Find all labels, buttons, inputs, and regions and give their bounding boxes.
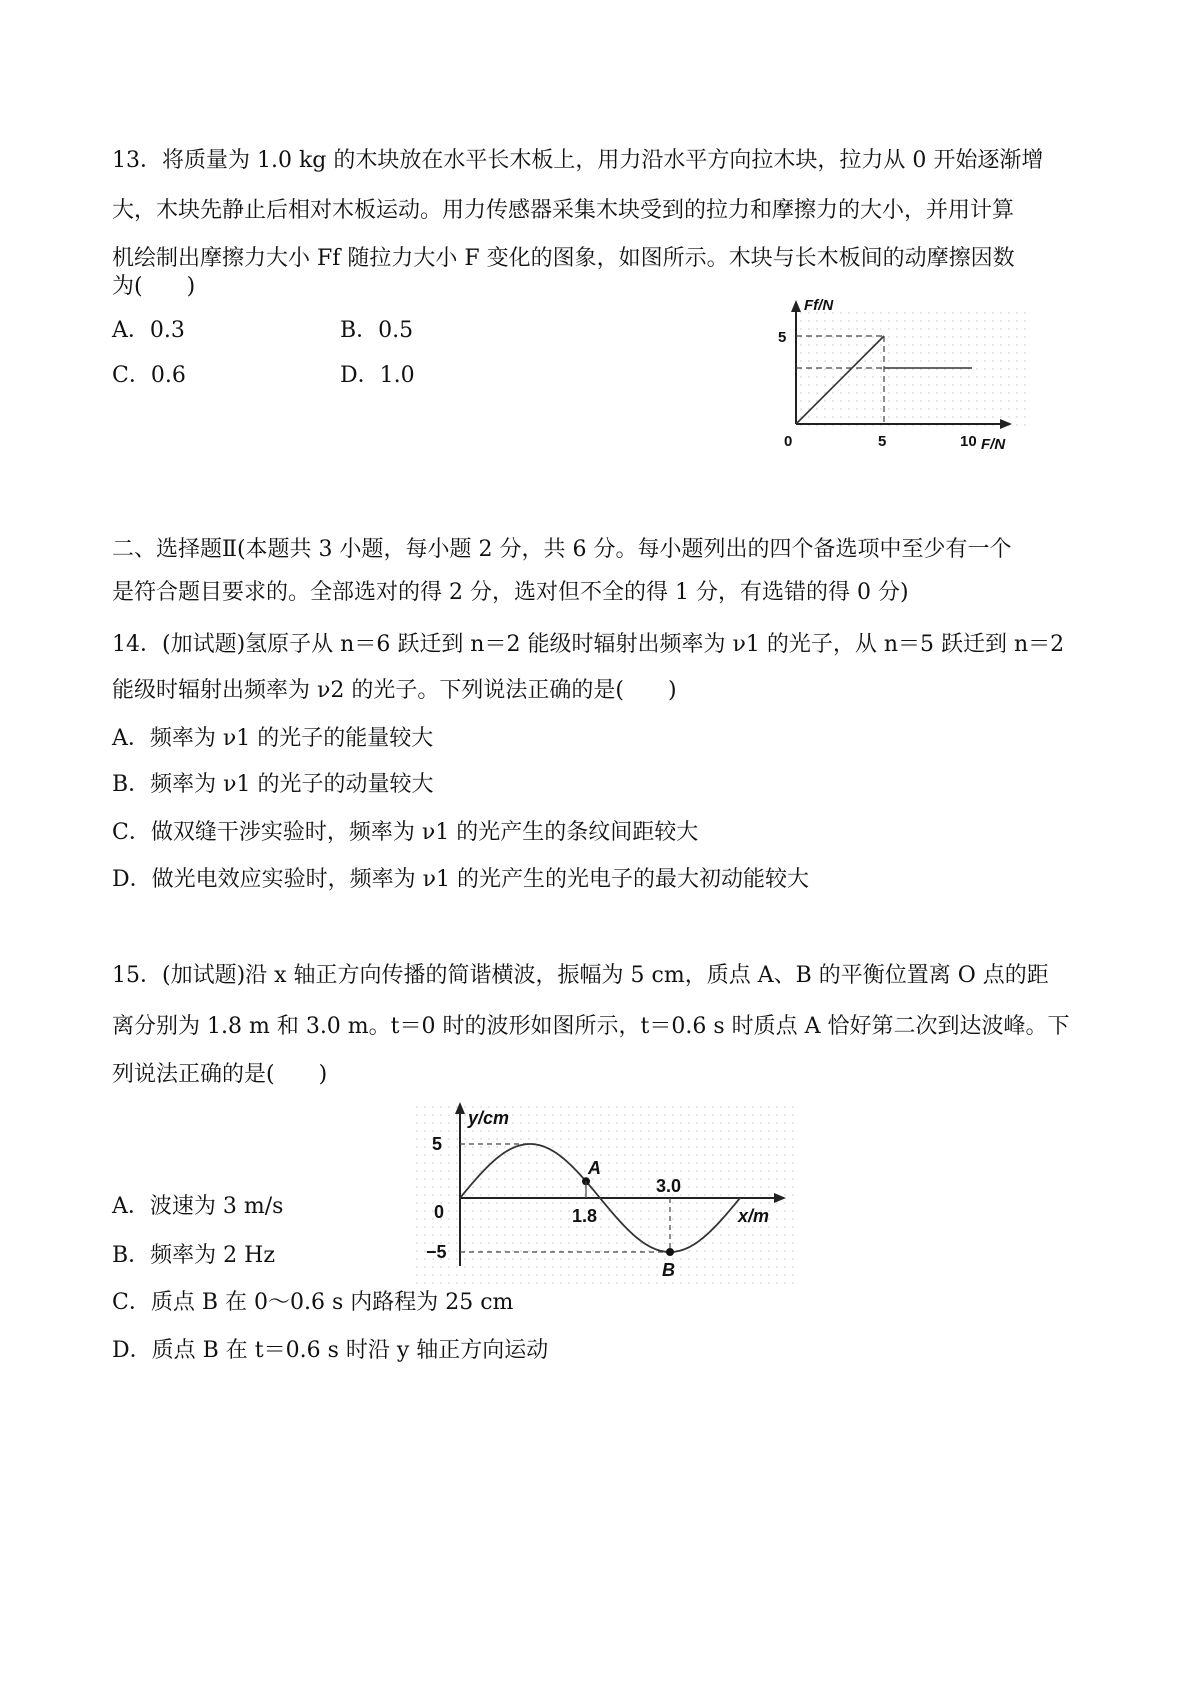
option-text: 0.5 — [378, 318, 414, 343]
q13-line-1: 13．将质量为 1.0 kg 的木块放在水平长木板上，用力沿水平方向拉木块，拉力从 0 开始逐渐增 — [112, 148, 1044, 173]
option-label: A． — [112, 1194, 150, 1219]
graph-background — [796, 310, 1026, 430]
point-b-marker — [666, 1248, 674, 1256]
option-label: C． — [112, 820, 151, 845]
option-label: B． — [112, 1243, 151, 1268]
option-label: D． — [340, 363, 380, 388]
section2-line-1: 二、选择题Ⅱ(本题共 3 小题，每小题 2 分，共 6 分。每小题列出的四个备选项中至少有一个 — [112, 537, 1012, 562]
q14-option-a — [112, 724, 433, 754]
y-axis-label: y/cm — [468, 1108, 510, 1128]
y-tick-neg-5: −5 — [426, 1242, 447, 1262]
y-tick-5: 5 — [778, 329, 787, 346]
x-tick-1-8: 1.8 — [572, 1206, 598, 1226]
q15-option-a — [112, 1192, 283, 1222]
q13-line-4: 为( ) — [112, 274, 196, 299]
q14-option-d — [112, 865, 809, 895]
q15-option-d — [112, 1336, 548, 1366]
x-tick-10: 10 — [960, 433, 977, 450]
option-text: 0.6 — [150, 363, 186, 388]
q14-option-b — [112, 770, 434, 800]
q13-line-3: 机绘制出摩擦力大小 Ff 随拉力大小 F 变化的图象，如图所示。木块与长木板间的动摩擦因数 — [112, 246, 1015, 271]
origin-label: 0 — [784, 433, 793, 450]
option-text: 质点 B 在 t＝0.6 s 时沿 y 轴正方向运动 — [151, 1338, 549, 1363]
q15-option-c — [112, 1288, 513, 1318]
q13-option-d — [340, 361, 415, 391]
q13-line-2: 大，木块先静止后相对木板运动。用力传感器采集木块受到的拉力和摩擦力的大小，并用计算 — [112, 198, 1015, 223]
option-text: 质点 B 在 0～0.6 s 内路程为 25 cm — [150, 1290, 514, 1315]
wave-graph — [416, 1098, 796, 1288]
x-axis-label: x/m — [738, 1206, 770, 1226]
point-b-label: B — [662, 1260, 675, 1280]
option-label: D． — [112, 867, 152, 892]
option-text: 频率为 ν1 的光子的动量较大 — [150, 772, 434, 797]
option-text: 波速为 3 m/s — [149, 1194, 284, 1219]
option-label: A． — [112, 318, 150, 343]
option-text: 频率为 ν1 的光子的能量较大 — [149, 726, 434, 751]
y-axis-arrow — [791, 300, 801, 312]
q14-option-c — [112, 818, 698, 848]
option-text: 做光电效应实验时，频率为 ν1 的光产生的光电子的最大初动能较大 — [151, 867, 810, 892]
q15-line-3: 列说法正确的是( ) — [112, 1062, 328, 1087]
q15-line-2: 离分别为 1.8 m 和 3.0 m。t＝0 时的波形如图所示，t＝0.6 s 时质点 A 恰好第二次到达波峰。下 — [112, 1014, 1070, 1039]
option-label: B． — [112, 772, 151, 797]
option-text: 1.0 — [379, 363, 415, 388]
q14-line-1: 14．(加试题)氢原子从 n＝6 跃迁到 n＝2 能级时辐射出频率为 ν1 的光子，从 n＝5 跃迁到 n＝2 — [112, 632, 1065, 657]
option-label: B． — [340, 318, 379, 343]
x-axis-label: F/N — [981, 436, 1006, 453]
y-axis-label: Ff/N — [804, 297, 834, 314]
option-text: 频率为 2 Hz — [150, 1243, 275, 1268]
q14-line-2: 能级时辐射出频率为 ν2 的光子。下列说法正确的是( ) — [112, 678, 677, 703]
q13-option-c — [112, 361, 186, 391]
option-label: A． — [112, 726, 150, 751]
q15-option-b — [112, 1241, 275, 1271]
q13-option-a — [112, 316, 185, 346]
x-tick-5: 5 — [878, 433, 887, 450]
option-text: 0.3 — [149, 318, 185, 343]
point-a-label: A — [588, 1158, 601, 1178]
section2-line-2: 是符合题目要求的。全部选对的得 2 分，选对但不全的得 1 分，有选错的得 0 分) — [112, 580, 909, 605]
q15-line-1: 15．(加试题)沿 x 轴正方向传播的简谐横波，振幅为 5 cm，质点 A、B 的平衡位置离 O 点的距 — [112, 963, 1049, 988]
q13-option-b — [340, 316, 413, 346]
option-label: C． — [112, 1290, 151, 1315]
option-label: C． — [112, 363, 151, 388]
option-label: D． — [112, 1338, 152, 1363]
option-text: 做双缝干涉实验时，频率为 ν1 的光产生的条纹间距较大 — [150, 820, 699, 845]
y-tick-5: 5 — [432, 1134, 443, 1154]
graph-background — [416, 1102, 796, 1284]
origin-label: 0 — [434, 1202, 445, 1222]
friction-force-graph — [760, 296, 1040, 456]
x-tick-3-0: 3.0 — [656, 1176, 682, 1196]
